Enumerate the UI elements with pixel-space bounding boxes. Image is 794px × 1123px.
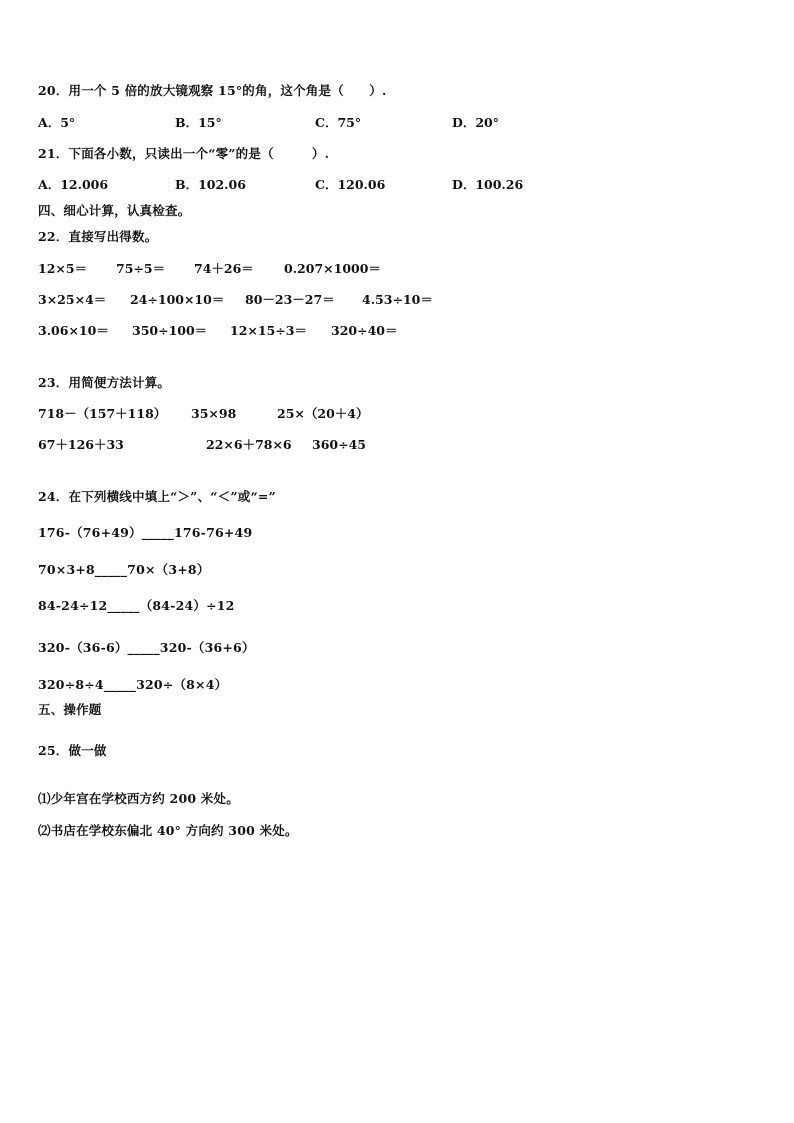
question-22-stem: 22．直接写出得数。 [38, 229, 158, 244]
calc-item: 12×5＝ [38, 261, 88, 276]
calc-item: 3×25×4＝ [38, 292, 107, 307]
section-4-heading: 四、细心计算，认真检查。 [38, 203, 191, 218]
option-a: A．12.006 [38, 177, 109, 192]
option-a: A．5° [38, 115, 76, 130]
question-20-stem: 20．用一个 5 倍的放大镜观察 15°的角，这个角是（ ）. [38, 83, 387, 98]
option-c: C．75° [315, 115, 362, 130]
simplify-item: 35×98 [191, 406, 237, 421]
simplify-item: 25×（20＋4） [277, 406, 369, 421]
question-24-stem: 24．在下列横线中填上“＞”、“＜”或“=” [38, 489, 276, 504]
task-item-1: ⑴少年宫在学校西方约 200 米处。 [38, 791, 239, 806]
simplify-item: 22×6＋78×6 [206, 437, 292, 452]
option-b: B．15° [175, 115, 222, 130]
compare-item-2: 70×3+8_____70×（3+8） [38, 562, 210, 577]
question-23-stem: 23．用简便方法计算。 [38, 375, 171, 390]
calc-item: 4.53÷10＝ [362, 292, 433, 307]
calc-item: 74＋26＝ [194, 261, 254, 276]
question-25-stem: 25．做一做 [38, 743, 107, 758]
calc-item: 80－23－27＝ [245, 292, 335, 307]
task-item-2: ⑵书店在学校东偏北 40° 方向约 300 米处。 [38, 823, 298, 838]
simplify-row-1 [38, 406, 738, 422]
option-d: D．20° [452, 115, 499, 130]
calc-item: 3.06×10＝ [38, 323, 109, 338]
compare-item-4: 320-（36-6）_____320-（36+6） [38, 640, 255, 655]
option-c: C．120.06 [315, 177, 386, 192]
simplify-row-2 [38, 437, 738, 453]
option-d: D．100.26 [452, 177, 524, 192]
question-21-stem: 21．下面各小数，只读出一个“零”的是（ ）. [38, 146, 330, 161]
calc-item: 75÷5＝ [116, 261, 166, 276]
calc-item: 350÷100＝ [132, 323, 208, 338]
compare-item-5: 320÷8÷4_____320÷（8×4） [38, 677, 228, 692]
calc-row-2 [38, 292, 738, 308]
question-21-options [38, 177, 738, 193]
calc-row-3 [38, 323, 738, 339]
calc-row-1 [38, 261, 738, 277]
calc-item: 0.207×1000＝ [284, 261, 381, 276]
calc-item: 12×15÷3＝ [230, 323, 307, 338]
compare-item-3: 84-24÷12_____（84-24）÷12 [38, 598, 235, 613]
question-20-options [38, 115, 738, 131]
simplify-item: 360÷45 [312, 437, 366, 452]
simplify-item: 67＋126＋33 [38, 437, 124, 452]
section-5-heading: 五、操作题 [38, 702, 102, 717]
calc-item: 24÷100×10＝ [130, 292, 225, 307]
simplify-item: 718－（157＋118） [38, 406, 167, 421]
calc-item: 320÷40＝ [331, 323, 398, 338]
compare-item-1: 176-（76+49）_____176-76+49 [38, 525, 253, 540]
option-b: B．102.06 [175, 177, 246, 192]
